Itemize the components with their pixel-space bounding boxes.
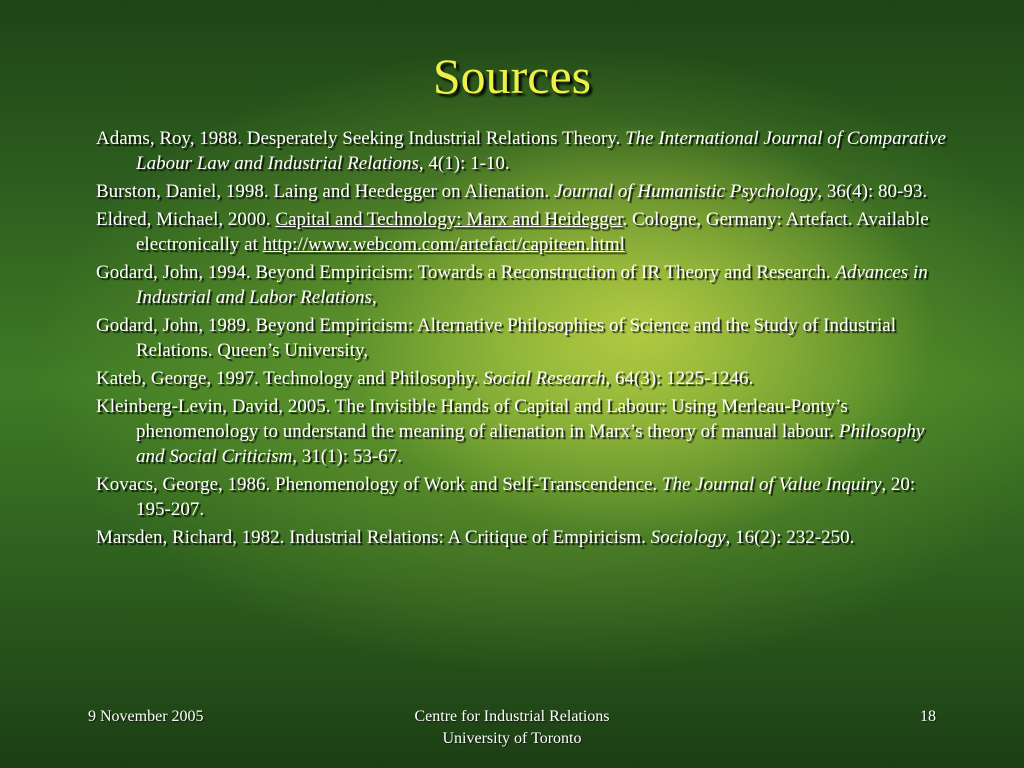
source-details: , 64(3): 1225-1246. [605, 368, 754, 389]
source-text: Burston, Daniel, 1998. Laing and Heedegger on Alienation. [96, 181, 555, 202]
sources-list [96, 126, 946, 553]
footer-page-number: 18 [920, 708, 936, 725]
source-text: Kovacs, George, 1986. Phenomenology of Work and Self-Transcendence. [96, 474, 662, 495]
source-title-link[interactable]: Capital and Technology: Marx and Heidegger [275, 209, 623, 230]
source-text: Marsden, Richard, 1982. Industrial Relations: A Critique of Empiricism. [96, 527, 651, 548]
source-journal: The Journal of Value Inquiry [661, 474, 882, 495]
source-entry-marsden [96, 525, 946, 550]
source-journal: Advances in Industrial and Labor Relations [136, 262, 928, 308]
source-text: Eldred, Michael, 2000. [96, 209, 276, 230]
source-text: . Cologne, Germany: Artefact. Available electronically at [136, 209, 929, 255]
source-url-link[interactable]: http://www.webcom.com/artefact/capiteen.html [262, 234, 625, 255]
source-journal: The International Journal of Comparative Labour Law and Industrial Relations [136, 128, 946, 174]
slide-title: Sources [432, 48, 592, 104]
source-details: , 31(1): 53-67. [292, 446, 402, 467]
source-entry-kateb [96, 366, 946, 391]
source-text: Kleinberg-Levin, David, 2005. The Invisible Hands of Capital and Labour: Using Merleau-Ponty’s phenomenology to understand the meaning of alienation in Marx’s theory of manual labour. [96, 396, 848, 442]
source-text: Godard, John, 1989. Beyond Empiricism: Alternative Philosophies of Science and the Study of Industrial Relations. Queen’s University, [96, 315, 896, 361]
source-journal: Journal of Humanistic Psychology [554, 181, 818, 202]
source-entry-adams [96, 126, 946, 176]
source-entry-burston [96, 179, 946, 204]
source-details: , [371, 287, 377, 308]
source-details: , 20: 195-207. [136, 474, 916, 520]
source-entry-godard-1989 [96, 313, 946, 363]
footer-org-line1: Centre for Industrial Relations [414, 708, 610, 725]
footer-date: 9 November 2005 [88, 708, 204, 725]
source-text: Godard, John, 1994. Beyond Empiricism: Towards a Reconstruction of IR Theory and Research. [96, 262, 836, 283]
source-journal: Sociology [650, 527, 726, 548]
source-entry-kovacs [96, 472, 946, 522]
source-text: Kateb, George, 1997. Technology and Philosophy. [96, 368, 484, 389]
source-journal: Philosophy and Social Criticism [136, 421, 925, 467]
source-details: , 4(1): 1-10. [418, 153, 510, 174]
source-details: , 36(4): 80-93. [817, 181, 928, 202]
source-journal: Social Research [483, 368, 606, 389]
source-entry-kleinberg-levin [96, 394, 946, 469]
source-entry-godard-1994 [96, 260, 946, 310]
source-entry-eldred [96, 207, 946, 257]
footer-org-line2: University of Toronto [442, 730, 582, 747]
source-text: Adams, Roy, 1988. Desperately Seeking Industrial Relations Theory. [96, 128, 626, 149]
footer-organization [312, 706, 712, 750]
source-details: , 16(2): 232-250. [725, 527, 855, 548]
